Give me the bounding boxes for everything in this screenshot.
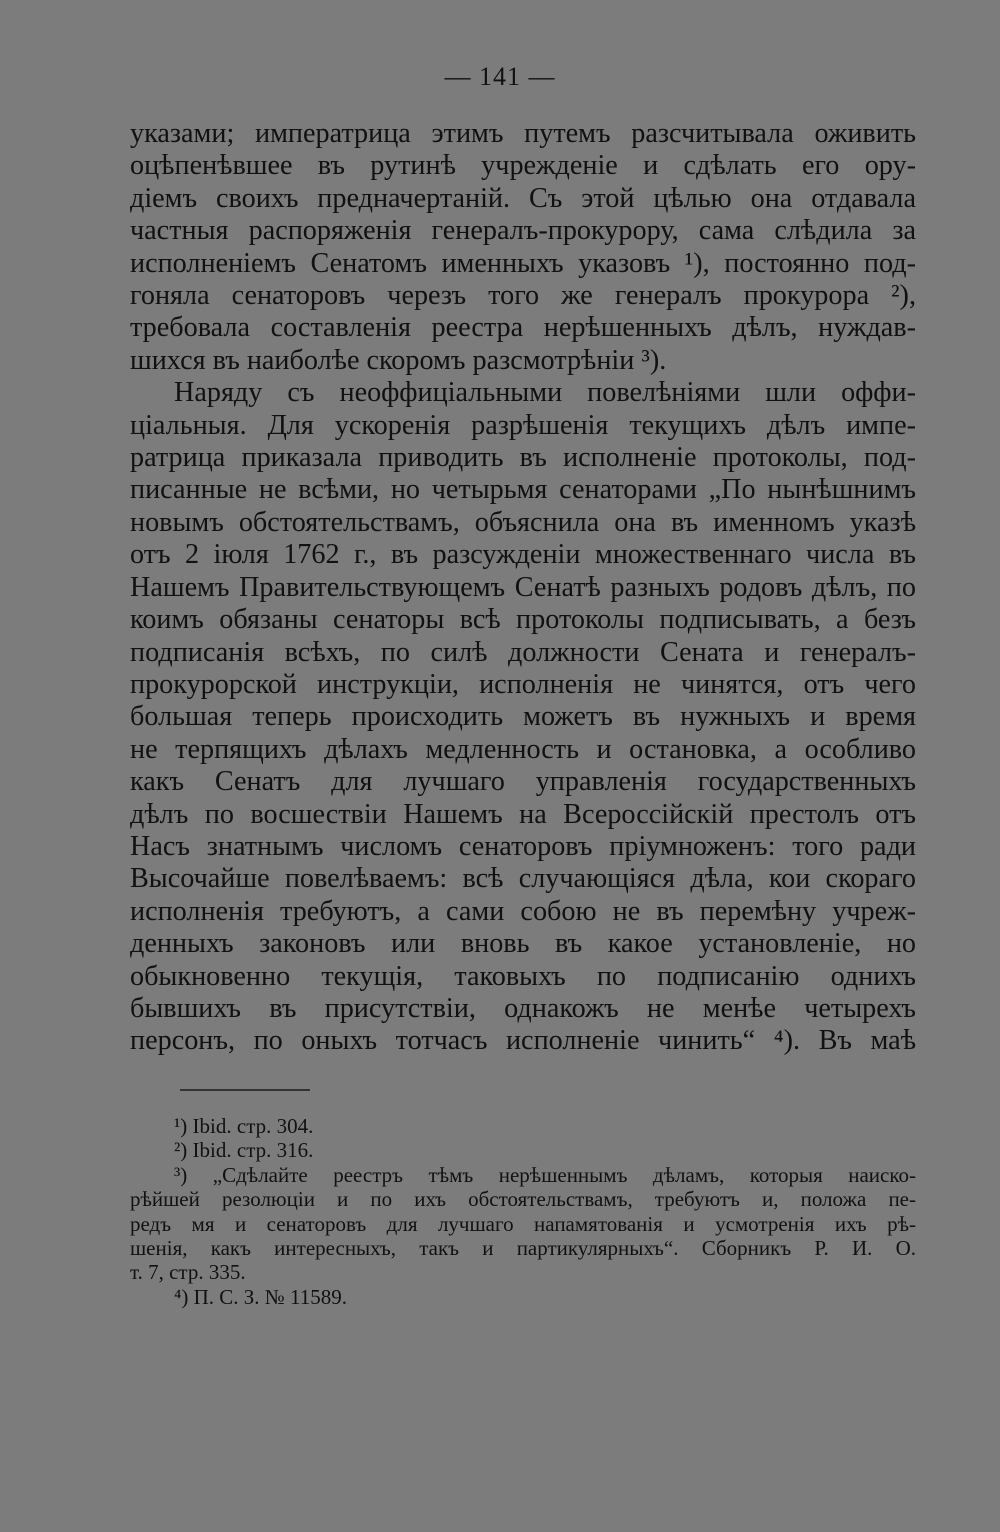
text-line: исполненіемъ Сенатомъ именныхъ указовъ ¹), постоянно под- [130, 247, 916, 279]
text-line: діемъ своихъ предначертаній. Съ этой цѣлью она отдавала [130, 182, 916, 214]
text-line: Высочайше повелѣваемъ: всѣ случающіяся дѣла, кои скораго [130, 863, 916, 895]
text-line: гоняла сенаторовъ черезъ того же генералъ прокурора ²), [130, 280, 916, 312]
text-line: прокурорской инструкціи, исполненія не чинятся, отъ чего [130, 668, 916, 700]
text-line: дѣлъ по восшествіи Нашемъ на Всероссійскій престолъ отъ [130, 798, 916, 830]
paragraph-1 [130, 118, 916, 377]
text-line: писанные не всѣми, но четырьмя сенаторами „По нынѣшнимъ [130, 474, 916, 506]
footnote-2: ²) Ibid. стр. 316. [174, 1138, 314, 1163]
text-line: указами; императрица этимъ путемъ разсчитывала оживить [130, 118, 916, 149]
text-line: шихся въ наиболѣе скоромъ разсмотрѣніи ³). [130, 344, 667, 376]
text-line: ціальныя. Для ускоренія разрѣшенія текущихъ дѣлъ импе- [130, 409, 916, 441]
text-line: коимъ обязаны сенаторы всѣ протоколы подписывать, а безъ [130, 604, 916, 636]
text-line: бывшихъ въ присутствіи, однакожъ не менѣе четырехъ [130, 992, 916, 1024]
paragraph-2 [130, 377, 916, 1058]
footnotes [130, 1114, 916, 1309]
text-line: ратрица приказала приводить въ исполненіе протоколы, под- [130, 442, 916, 474]
text-line: исполненія требуютъ, а сами собою не въ перемѣну учреж- [130, 895, 916, 927]
footnote-divider [180, 1089, 310, 1091]
text-line: персонъ, по оныхъ тотчасъ исполненіе чинить“ ⁴). Въ маѣ [130, 1025, 916, 1057]
text-line: большая теперь происходить можетъ въ нужныхъ и время [130, 701, 916, 733]
text-line: какъ Сенатъ для лучшаго управленія государственныхъ [130, 766, 916, 798]
text-line: отъ 2 іюля 1762 г., въ разсужденіи множественнаго числа въ [130, 539, 916, 571]
text-line: Наряду съ неоффиціальными повелѣніями шли оффи- [174, 377, 916, 409]
text-line: денныхъ законовъ или вновь въ какое установленіе, но [130, 928, 916, 960]
text-line: подписанія всѣхъ, по силѣ должности Сената и генералъ- [130, 636, 916, 668]
text-line: Нашемъ Правительствующемъ Сенатѣ разныхъ родовъ дѣлъ, по [130, 571, 916, 603]
footnote-line: редъ мя и сенаторовъ для лучшаго напамятованія и усмотренія ихъ рѣ- [130, 1211, 916, 1236]
footnote-line: шенія, какъ интересныхъ, такъ и партикулярныхъ“. Сборникъ Р. И. О. [130, 1236, 916, 1261]
text-line: обыкновенно текущія, таковыхъ по подписанію однихъ [130, 960, 916, 992]
text-line: требовала составленія реестра нерѣшенныхъ дѣлъ, нуждав- [130, 312, 916, 344]
footnote-line: т. 7, стр. 335. [130, 1260, 246, 1285]
text-line: новымъ обстоятельствамъ, объяснила она въ именномъ указѣ [130, 506, 916, 538]
footnote-3 [130, 1163, 916, 1285]
footnote-1: ¹) Ibid. стр. 304. [174, 1114, 314, 1138]
page-number: — 141 — [444, 62, 556, 91]
text-line: оцѣпенѣвшее въ рутинѣ учрежденіе и сдѣлать его ору- [130, 150, 916, 182]
body-text [130, 118, 916, 1058]
footnote-line: рѣйшей резолюціи и по ихъ обстоятельствамъ, требуютъ и, положа пе- [130, 1187, 916, 1212]
text-line: частныя распоряженія генералъ-прокурору, сама слѣдила за [130, 215, 916, 247]
text-line: не терпящихъ дѣлахъ медленность и остановка, а особливо [130, 733, 916, 765]
text-line: Насъ знатнымъ числомъ сенаторовъ пріумноженъ: того ради [130, 830, 916, 862]
footnote-line: ³) „Сдѣлайте реестръ тѣмъ нерѣшеннымъ дѣламъ, которыя наиско- [174, 1162, 916, 1187]
footnote-4: ⁴) П. С. З. № 11589. [174, 1284, 348, 1309]
